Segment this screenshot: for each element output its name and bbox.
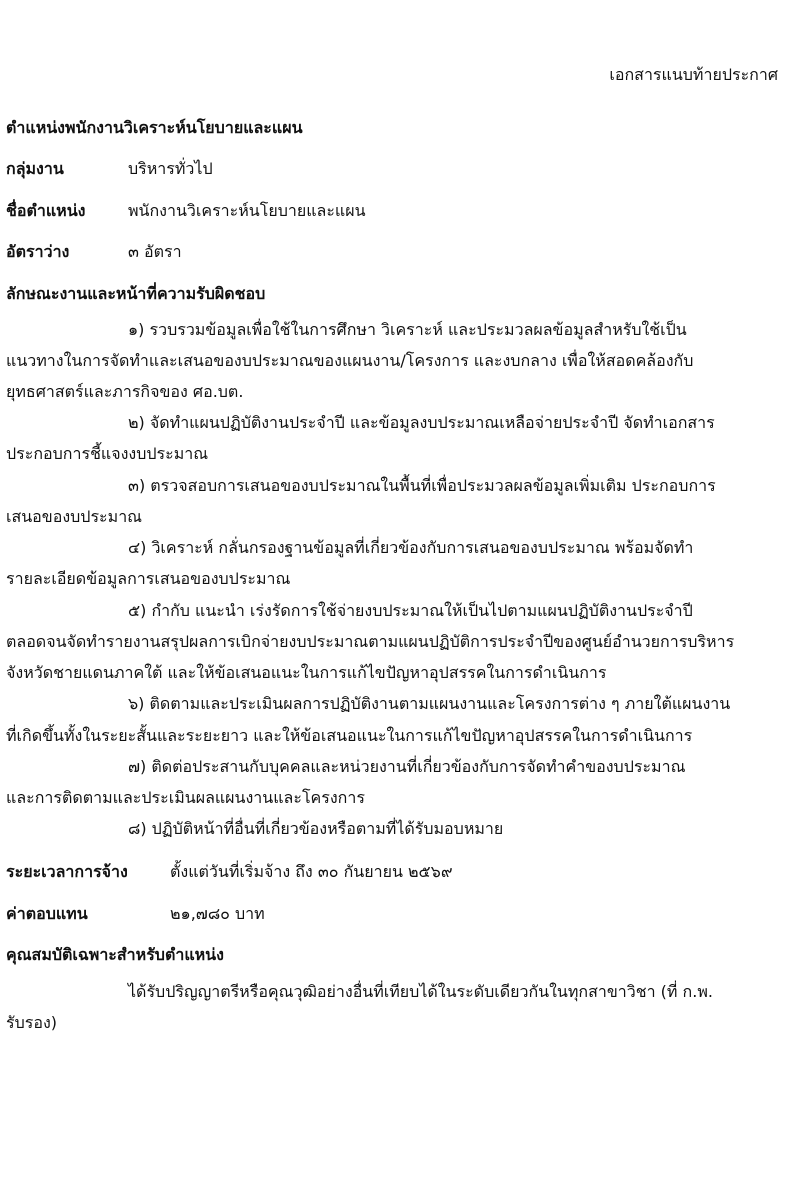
duty-2-line-1: ๒) จัดทำแผนปฏิบัติงานประจำปี และข้อมูลงบประมาณเหลือจ่ายประจำปี จัดทำเอกสาร [128,413,715,432]
duty-3-line-1: ๓) ตรวจสอบการเสนอของบประมาณในพื้นที่เพื่อประมวลผลข้อมูลเพิ่มเติม ประกอบการ [128,476,716,495]
duty-5-line-2: ตลอดจนจัดทำรายงานสรุปผลการเบิกจ่ายงบประมาณตามแผนปฏิบัติการประจำปีของศูนย์อำนวยการบริหาร [6,632,735,651]
duty-6-line-2: ที่เกิดขึ้นทั้งในระยะสั้นและระยะยาว และให้ข้อเสนอแนะในการแก้ไขปัญหาอุปสรรคในการดำเนินการ [6,726,693,745]
duty-5-line-3: จังหวัดชายแดนภาคใต้ และให้ข้อเสนอแนะในการแก้ไขปัญหาอุปสรรคในการดำเนินการ [6,663,607,682]
duties-heading: ลักษณะงานและหน้าที่ความรับผิดชอบ [6,284,266,303]
duty-6-line-1: ๖) ติดตามและประเมินผลการปฏิบัติงานตามแผนงานและโครงการต่าง ๆ ภายใต้แผนงาน [128,694,731,713]
vacancies-value: ๓ อัตรา [128,242,182,261]
duty-7-line-1: ๗) ติดต่อประสานกับบุคคลและหน่วยงานที่เกี่ยวข้องกับการจัดทำคำของบประมาณ [128,757,686,776]
duty-8-line-1: ๘) ปฏิบัติหน้าที่อื่นที่เกี่ยวข้องหรือตามที่ได้รับมอบหมาย [128,819,504,838]
qualifications-line-1: ได้รับปริญญาตรีหรือคุณวุฒิอย่างอื่นที่เทียบได้ในระดับเดียวกันในทุกสาขาวิชา (ที่ ก.พ. [128,982,713,1001]
group-label: กลุ่มงาน [6,159,64,178]
position-name-label: ชื่อตำแหน่ง [6,201,86,220]
qualifications-heading: คุณสมบัติเฉพาะสำหรับตำแหน่ง [6,945,224,964]
duty-2-line-2: ประกอบการชี้แจงงบประมาณ [6,444,209,463]
vacancies-label: อัตราว่าง [6,242,70,261]
employment-period-value: ตั้งแต่วันที่เริ่มจ้าง ถึง ๓๐ กันยายน ๒๕๖๙ [170,862,453,881]
duty-1-line-1: ๑) รวบรวมข้อมูลเพื่อใช้ในการศึกษา วิเคราะห์ และประมวลผลข้อมูลสำหรับใช้เป็น [128,320,687,339]
compensation-value: ๒๑,๗๘๐ บาท [170,904,265,923]
group-value: บริหารทั่วไป [128,159,213,178]
position-name-value: พนักงานวิเคราะห์นโยบายและแผน [128,201,366,220]
duty-7-line-2: และการติดตามและประเมินผลแผนงานและโครงการ [6,788,365,807]
duty-4-line-2: รายละเอียดข้อมูลการเสนอของบประมาณ [6,569,291,588]
qualifications-line-2: รับรอง) [6,1013,58,1032]
duty-4-line-1: ๔) วิเคราะห์ กลั่นกรองฐานข้อมูลที่เกี่ยวข้องกับการเสนอของบประมาณ พร้อมจัดทำ [128,538,694,557]
duty-5-line-1: ๕) กำกับ แนะนำ เร่งรัดการใช้จ่ายงบประมาณให้เป็นไปตามแผนปฏิบัติงานประจำปี [128,601,693,620]
duty-1-line-3: ยุทธศาสตร์และภารกิจของ ศอ.บต. [6,382,244,401]
employment-period-label: ระยะเวลาการจ้าง [6,862,128,881]
header-note: เอกสารแนบท้ายประกาศ [609,65,778,84]
compensation-label: ค่าตอบแทน [6,904,88,923]
duty-1-line-2: แนวทางในการจัดทำและเสนอของบประมาณของแผนงาน/โครงการ และงบกลาง เพื่อให้สอดคล้องกับ [6,351,694,370]
position-title: ตำแหน่งพนักงานวิเคราะห์นโยบายและแผน [6,118,303,137]
duty-3-line-2: เสนอของบประมาณ [6,507,143,526]
